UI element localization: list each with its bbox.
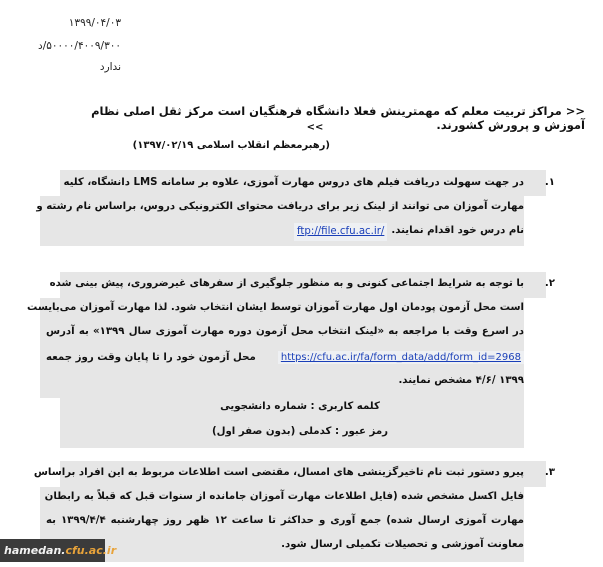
watermark-part-1: hamedan. (4, 544, 66, 557)
item-3-line-1: پیرو دستور ثبت نام تاخیرگزینشی های امسال، مقتضی است اطلاعات مربوط به این افراد براساس (33, 467, 524, 478)
item-2-line-1: با توجه به شرایط اجتماعی کنونی و به منظور جلوگیری از سفرهای غیرضروری، پیش بینی شده (49, 278, 524, 289)
letter-attachment: ندارد (99, 61, 121, 73)
item-1-number: ۱. (544, 177, 555, 188)
form-link[interactable]: https://cfu.ac.ir/fa/form_data/add/form_id=2968 (278, 351, 524, 364)
item-2-line-4: محل آزمون خود را تا پایان وقت روز جمعه (46, 351, 256, 363)
item-2-line-4-wrap (46, 348, 524, 366)
item-1-line-2: مهارت آموزان می توانند از لینک زیر برای دریافت محتوای الکترونیکی دروس، براساس نام رشته و (36, 201, 524, 212)
item-1-line-1: در جهت سهولت دریافت فیلم های دروس مهارت آموزی، علاوه بر سامانه LMS دانشگاه، کلیه (63, 177, 524, 188)
item-1-line-3-wrap (297, 223, 524, 241)
item-3-line-2: فایل اکسل مشخص شده (فایل اطلاعات مهارت آموزان جامانده از سنوات قبل که قبلاً به رابطان (44, 491, 524, 502)
password-info: رمز عبور : کدملی (بدون صفر اول) (211, 426, 389, 437)
letter-number: ۵۰۰۰۰/۴۰۰۹/۳۰۰/د (38, 40, 121, 52)
item-2-line-2: است محل آزمون پودمان اول مهارت آموزان توسط ایشان انتخاب شود. لذا مهارت آموزان می‌بایست (27, 302, 524, 313)
quote-attribution: (رهبرمعظم انقلاب اسلامی ۱۳۹۷/۰۲/۱۹) (132, 140, 330, 151)
item-3-number: ۳. (544, 467, 555, 478)
quote-closing: >> (306, 122, 324, 133)
site-watermark (0, 539, 117, 562)
quote-text: << مراکز تربیت معلم که مهمترینش فعلا دانشگاه فرهنگیان است مرکز ثقل اصلی نظام آموزش و پرورش کشورند. (91, 104, 585, 132)
letter-date: ۱۳۹۹/۰۴/۰۳ (68, 17, 121, 29)
item-2-line-3: در اسرع وقت با مراجعه به «لینک انتخاب محل آزمون دوره مهارت آموزی سال ۱۳۹۹» به آدرس (46, 326, 524, 337)
username-info: کلمه کاربری : شماره دانشجویی (220, 401, 380, 412)
item-2-line-5: ۱۳۹۹ /۴/۶ مشخص نمایند. (398, 375, 524, 386)
watermark-part-2: cfu.ac.ir (65, 544, 117, 557)
item-2-number: ۲. (544, 278, 555, 289)
ftp-link[interactable]: ftp://file.cfu.ac.ir/ (294, 223, 387, 241)
item-3-line-3: مهارت آموزی ارسال شده) جمع آوری و حداکثر تا ساعت ۱۲ ظهر روز چهارشنبه ۱۳۹۹/۴/۴ به (46, 515, 524, 526)
item-1-line-3: نام درس خود اقدام نمایند. (391, 225, 524, 236)
item-3-line-4: معاونت آموزشی و تحصیلات تکمیلی ارسال شود. (281, 539, 524, 550)
